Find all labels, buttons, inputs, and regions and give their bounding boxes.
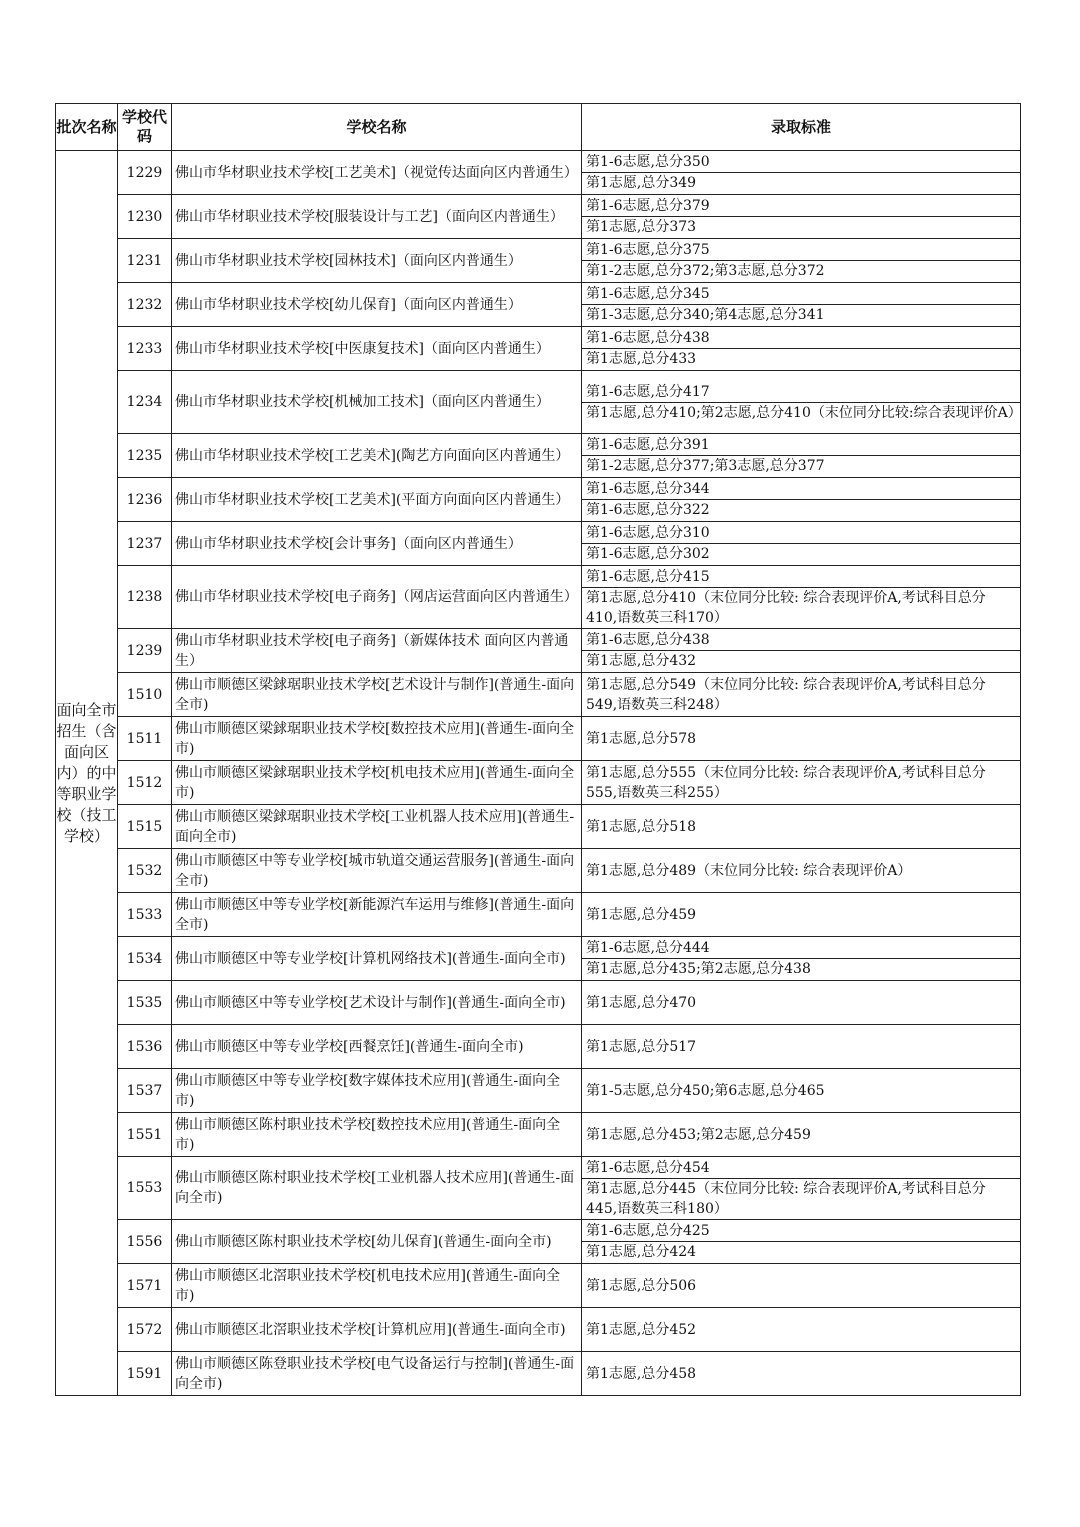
school-name-cell: 佛山市华材职业技术学校[服装设计与工艺]（面向区内普通生） (172, 195, 582, 239)
table-row (56, 566, 1021, 629)
table-row (56, 371, 1021, 434)
header-batch: 批次名称 (56, 104, 118, 151)
standard-line: 第1-5志愿,总分450;第6志愿,总分465 (586, 1082, 825, 1099)
school-code-cell: 1234 (118, 371, 172, 434)
header-code: 学校代码 (118, 104, 172, 151)
standard-line: 第1-6志愿,总分302 (582, 543, 1020, 564)
school-code-cell: 1232 (118, 283, 172, 327)
school-code-cell: 1512 (118, 761, 172, 805)
table-row (56, 717, 1021, 761)
school-code-cell: 1231 (118, 239, 172, 283)
standard-line: 第1-6志愿,总分415 (586, 568, 710, 585)
school-code-cell: 1556 (118, 1220, 172, 1264)
standard-line: 第1志愿,总分470 (586, 994, 697, 1011)
school-code-cell: 1230 (118, 195, 172, 239)
standard-line: 第1志愿,总分410;第2志愿,总分410（末位同分比较:综合表现评价A） (582, 402, 1020, 423)
standard-line: 第1-6志愿,总分350 (586, 154, 710, 170)
header-standard: 录取标准 (582, 104, 1021, 151)
standard-line: 第1-6志愿,总分417 (586, 383, 710, 400)
table-row (56, 327, 1021, 371)
school-code-cell: 1235 (118, 434, 172, 478)
standard-line: 第1-3志愿,总分340;第4志愿,总分341 (582, 304, 1020, 325)
standard-line: 第1-6志愿,总分310 (586, 525, 710, 541)
admission-standard-cell (582, 283, 1021, 327)
school-name-cell: 佛山市顺德区陈村职业技术学校[工业机器人技术应用](普通生-面向全市) (172, 1157, 582, 1220)
school-code-cell: 1572 (118, 1308, 172, 1352)
school-code-cell: 1229 (118, 151, 172, 195)
admission-standard-cell (582, 478, 1021, 522)
standard-line: 第1-6志愿,总分379 (586, 198, 710, 214)
table-row (56, 522, 1021, 566)
admission-standard-cell (582, 1264, 1021, 1308)
standard-line: 第1-6志愿,总分425 (586, 1223, 710, 1239)
admission-standard-cell (582, 893, 1021, 937)
school-code-cell: 1533 (118, 893, 172, 937)
standard-line: 第1-6志愿,总分444 (586, 940, 710, 956)
school-name-cell: 佛山市华材职业技术学校[幼儿保育]（面向区内普通生） (172, 283, 582, 327)
table-row (56, 283, 1021, 327)
school-name-cell: 佛山市华材职业技术学校[会计事务]（面向区内普通生） (172, 522, 582, 566)
school-code-cell: 1551 (118, 1113, 172, 1157)
standard-line: 第1志愿,总分373 (582, 216, 1020, 237)
school-name-cell: 佛山市顺德区中等专业学校[计算机网络技术](普通生-面向全市) (172, 937, 582, 981)
school-name-cell: 佛山市顺德区梁銶琚职业技术学校[数控技术应用](普通生-面向全市) (172, 717, 582, 761)
admission-standard-cell (582, 327, 1021, 371)
school-name-cell: 佛山市顺德区梁銶琚职业技术学校[艺术设计与制作](普通生-面向全市) (172, 673, 582, 717)
table-row (56, 1113, 1021, 1157)
admission-standard-cell (582, 981, 1021, 1025)
admission-standard-cell (582, 195, 1021, 239)
standard-line: 第1志愿,总分445（末位同分比较: 综合表现评价A,考试科目总分445,语数英三科180） (582, 1178, 1020, 1219)
admission-standard-cell (582, 629, 1021, 673)
table-row (56, 195, 1021, 239)
table-row (56, 937, 1021, 981)
standard-line: 第1志愿,总分578 (586, 730, 697, 747)
school-code-cell: 1553 (118, 1157, 172, 1220)
school-code-cell: 1536 (118, 1025, 172, 1069)
admission-standard-cell (582, 1308, 1021, 1352)
standard-line: 第1-6志愿,总分438 (586, 632, 710, 648)
school-code-cell: 1511 (118, 717, 172, 761)
standard-line: 第1-6志愿,总分375 (586, 242, 710, 258)
standard-line: 第1志愿,总分452 (586, 1321, 697, 1338)
standard-line: 第1志愿,总分489（末位同分比较: 综合表现评价A） (586, 862, 912, 879)
table-row (56, 239, 1021, 283)
school-code-cell: 1515 (118, 805, 172, 849)
standard-line: 第1志愿,总分453;第2志愿,总分459 (586, 1126, 811, 1143)
header-name: 学校名称 (172, 104, 582, 151)
table-row (56, 1352, 1021, 1396)
school-name-cell: 佛山市顺德区北滘职业技术学校[机电技术应用](普通生-面向全市) (172, 1264, 582, 1308)
school-name-cell: 佛山市顺德区中等专业学校[数字媒体技术应用](普通生-面向全市) (172, 1069, 582, 1113)
school-name-cell: 佛山市顺德区中等专业学校[新能源汽车运用与维修](普通生-面向全市) (172, 893, 582, 937)
table-row (56, 1220, 1021, 1264)
school-code-cell: 1236 (118, 478, 172, 522)
standard-line: 第1志愿,总分432 (582, 650, 1020, 671)
school-name-cell: 佛山市顺德区中等专业学校[艺术设计与制作](普通生-面向全市) (172, 981, 582, 1025)
standard-line: 第1志愿,总分518 (586, 818, 697, 835)
admission-standard-cell (582, 937, 1021, 981)
admission-standard-cell (582, 717, 1021, 761)
school-code-cell: 1571 (118, 1264, 172, 1308)
school-code-cell: 1510 (118, 673, 172, 717)
standard-line: 第1-2志愿,总分377;第3志愿,总分377 (582, 455, 1020, 476)
school-code-cell: 1535 (118, 981, 172, 1025)
table-body (56, 151, 1021, 1396)
school-name-cell: 佛山市顺德区梁銶琚职业技术学校[机电技术应用](普通生-面向全市) (172, 761, 582, 805)
standard-line: 第1-6志愿,总分438 (586, 330, 710, 346)
school-name-cell: 佛山市华材职业技术学校[工艺美术](陶艺方向面向区内普通生） (172, 434, 582, 478)
admission-standard-cell (582, 805, 1021, 849)
school-code-cell: 1239 (118, 629, 172, 673)
school-code-cell: 1532 (118, 849, 172, 893)
standard-line: 第1志愿,总分424 (582, 1241, 1020, 1262)
standard-line: 第1志愿,总分433 (582, 348, 1020, 369)
table-row (56, 151, 1021, 195)
table-row (56, 1264, 1021, 1308)
school-name-cell: 佛山市顺德区陈村职业技术学校[数控技术应用](普通生-面向全市) (172, 1113, 582, 1157)
table-row (56, 1157, 1021, 1220)
school-name-cell: 佛山市顺德区中等专业学校[城市轨道交通运营服务](普通生-面向全市) (172, 849, 582, 893)
standard-line: 第1-6志愿,总分344 (586, 481, 710, 497)
standard-line: 第1志愿,总分458 (586, 1365, 697, 1382)
table-row (56, 893, 1021, 937)
admission-standard-cell (582, 371, 1021, 434)
school-name-cell: 佛山市顺德区北滘职业技术学校[计算机应用](普通生-面向全市) (172, 1308, 582, 1352)
admission-standard-cell (582, 1157, 1021, 1220)
admission-standard-cell (582, 1069, 1021, 1113)
table-row (56, 434, 1021, 478)
school-name-cell: 佛山市顺德区陈登职业技术学校[电气设备运行与控制](普通生-面向全市) (172, 1352, 582, 1396)
admission-standard-cell (582, 1352, 1021, 1396)
school-name-cell: 佛山市华材职业技术学校[电子商务]（网店运营面向区内普通生） (172, 566, 582, 629)
admission-standard-cell (582, 566, 1021, 629)
table-row (56, 849, 1021, 893)
table-row (56, 761, 1021, 805)
admission-table (55, 103, 1021, 1396)
admission-standard-cell (582, 1220, 1021, 1264)
table-row (56, 1308, 1021, 1352)
school-code-cell: 1237 (118, 522, 172, 566)
standard-line: 第1-6志愿,总分454 (586, 1159, 710, 1176)
standard-line: 第1-6志愿,总分322 (582, 499, 1020, 520)
school-code-cell: 1537 (118, 1069, 172, 1113)
school-name-cell: 佛山市华材职业技术学校[工艺美术]（视觉传达面向区内普通生） (172, 151, 582, 195)
standard-line: 第1志愿,总分555（末位同分比较: 综合表现评价A,考试科目总分555,语数英三科255） (586, 764, 986, 801)
standard-line: 第1志愿,总分506 (586, 1277, 697, 1294)
school-name-cell: 佛山市华材职业技术学校[工艺美术](平面方向面向区内普通生） (172, 478, 582, 522)
admission-standard-cell (582, 849, 1021, 893)
standard-line: 第1-6志愿,总分391 (586, 437, 710, 453)
school-name-cell: 佛山市顺德区梁銶琚职业技术学校[工业机器人技术应用](普通生-面向全市) (172, 805, 582, 849)
school-code-cell: 1233 (118, 327, 172, 371)
school-name-cell: 佛山市华材职业技术学校[机械加工技术]（面向区内普通生） (172, 371, 582, 434)
school-name-cell: 佛山市华材职业技术学校[园林技术]（面向区内普通生） (172, 239, 582, 283)
admission-standard-cell (582, 151, 1021, 195)
standard-line: 第1志愿,总分435;第2志愿,总分438 (582, 958, 1020, 979)
header-row (56, 104, 1021, 151)
standard-line: 第1志愿,总分549（末位同分比较: 综合表现评价A,考试科目总分549,语数英三科248） (586, 676, 986, 713)
admission-standard-cell (582, 1113, 1021, 1157)
school-code-cell: 1534 (118, 937, 172, 981)
standard-line: 第1志愿,总分410（末位同分比较: 综合表现评价A,考试科目总分410,语数英三科170） (582, 587, 1020, 628)
standard-line: 第1-2志愿,总分372;第3志愿,总分372 (582, 260, 1020, 281)
school-name-cell: 佛山市华材职业技术学校[电子商务]（新媒体技术 面向区内普通生） (172, 629, 582, 673)
admission-standard-cell (582, 434, 1021, 478)
standard-line: 第1志愿,总分459 (586, 906, 697, 923)
admission-standard-cell (582, 761, 1021, 805)
standard-line: 第1志愿,总分349 (582, 172, 1020, 193)
table-row (56, 478, 1021, 522)
admission-standard-cell (582, 673, 1021, 717)
batch-cell: 面向全市招生（含面向区内）的中等职业学校（技工学校） (56, 151, 118, 1396)
school-code-cell: 1238 (118, 566, 172, 629)
table-row (56, 805, 1021, 849)
school-name-cell: 佛山市华材职业技术学校[中医康复技术]（面向区内普通生） (172, 327, 582, 371)
admission-standard-cell (582, 239, 1021, 283)
standard-line: 第1-6志愿,总分345 (586, 286, 710, 302)
school-name-cell: 佛山市顺德区中等专业学校[西餐烹饪](普通生-面向全市) (172, 1025, 582, 1069)
table-row (56, 1069, 1021, 1113)
school-code-cell: 1591 (118, 1352, 172, 1396)
table-row (56, 673, 1021, 717)
table-row (56, 629, 1021, 673)
table-row (56, 981, 1021, 1025)
admission-standard-cell (582, 522, 1021, 566)
table-row (56, 1025, 1021, 1069)
school-name-cell: 佛山市顺德区陈村职业技术学校[幼儿保育](普通生-面向全市) (172, 1220, 582, 1264)
standard-line: 第1志愿,总分517 (586, 1038, 697, 1055)
admission-standard-cell (582, 1025, 1021, 1069)
